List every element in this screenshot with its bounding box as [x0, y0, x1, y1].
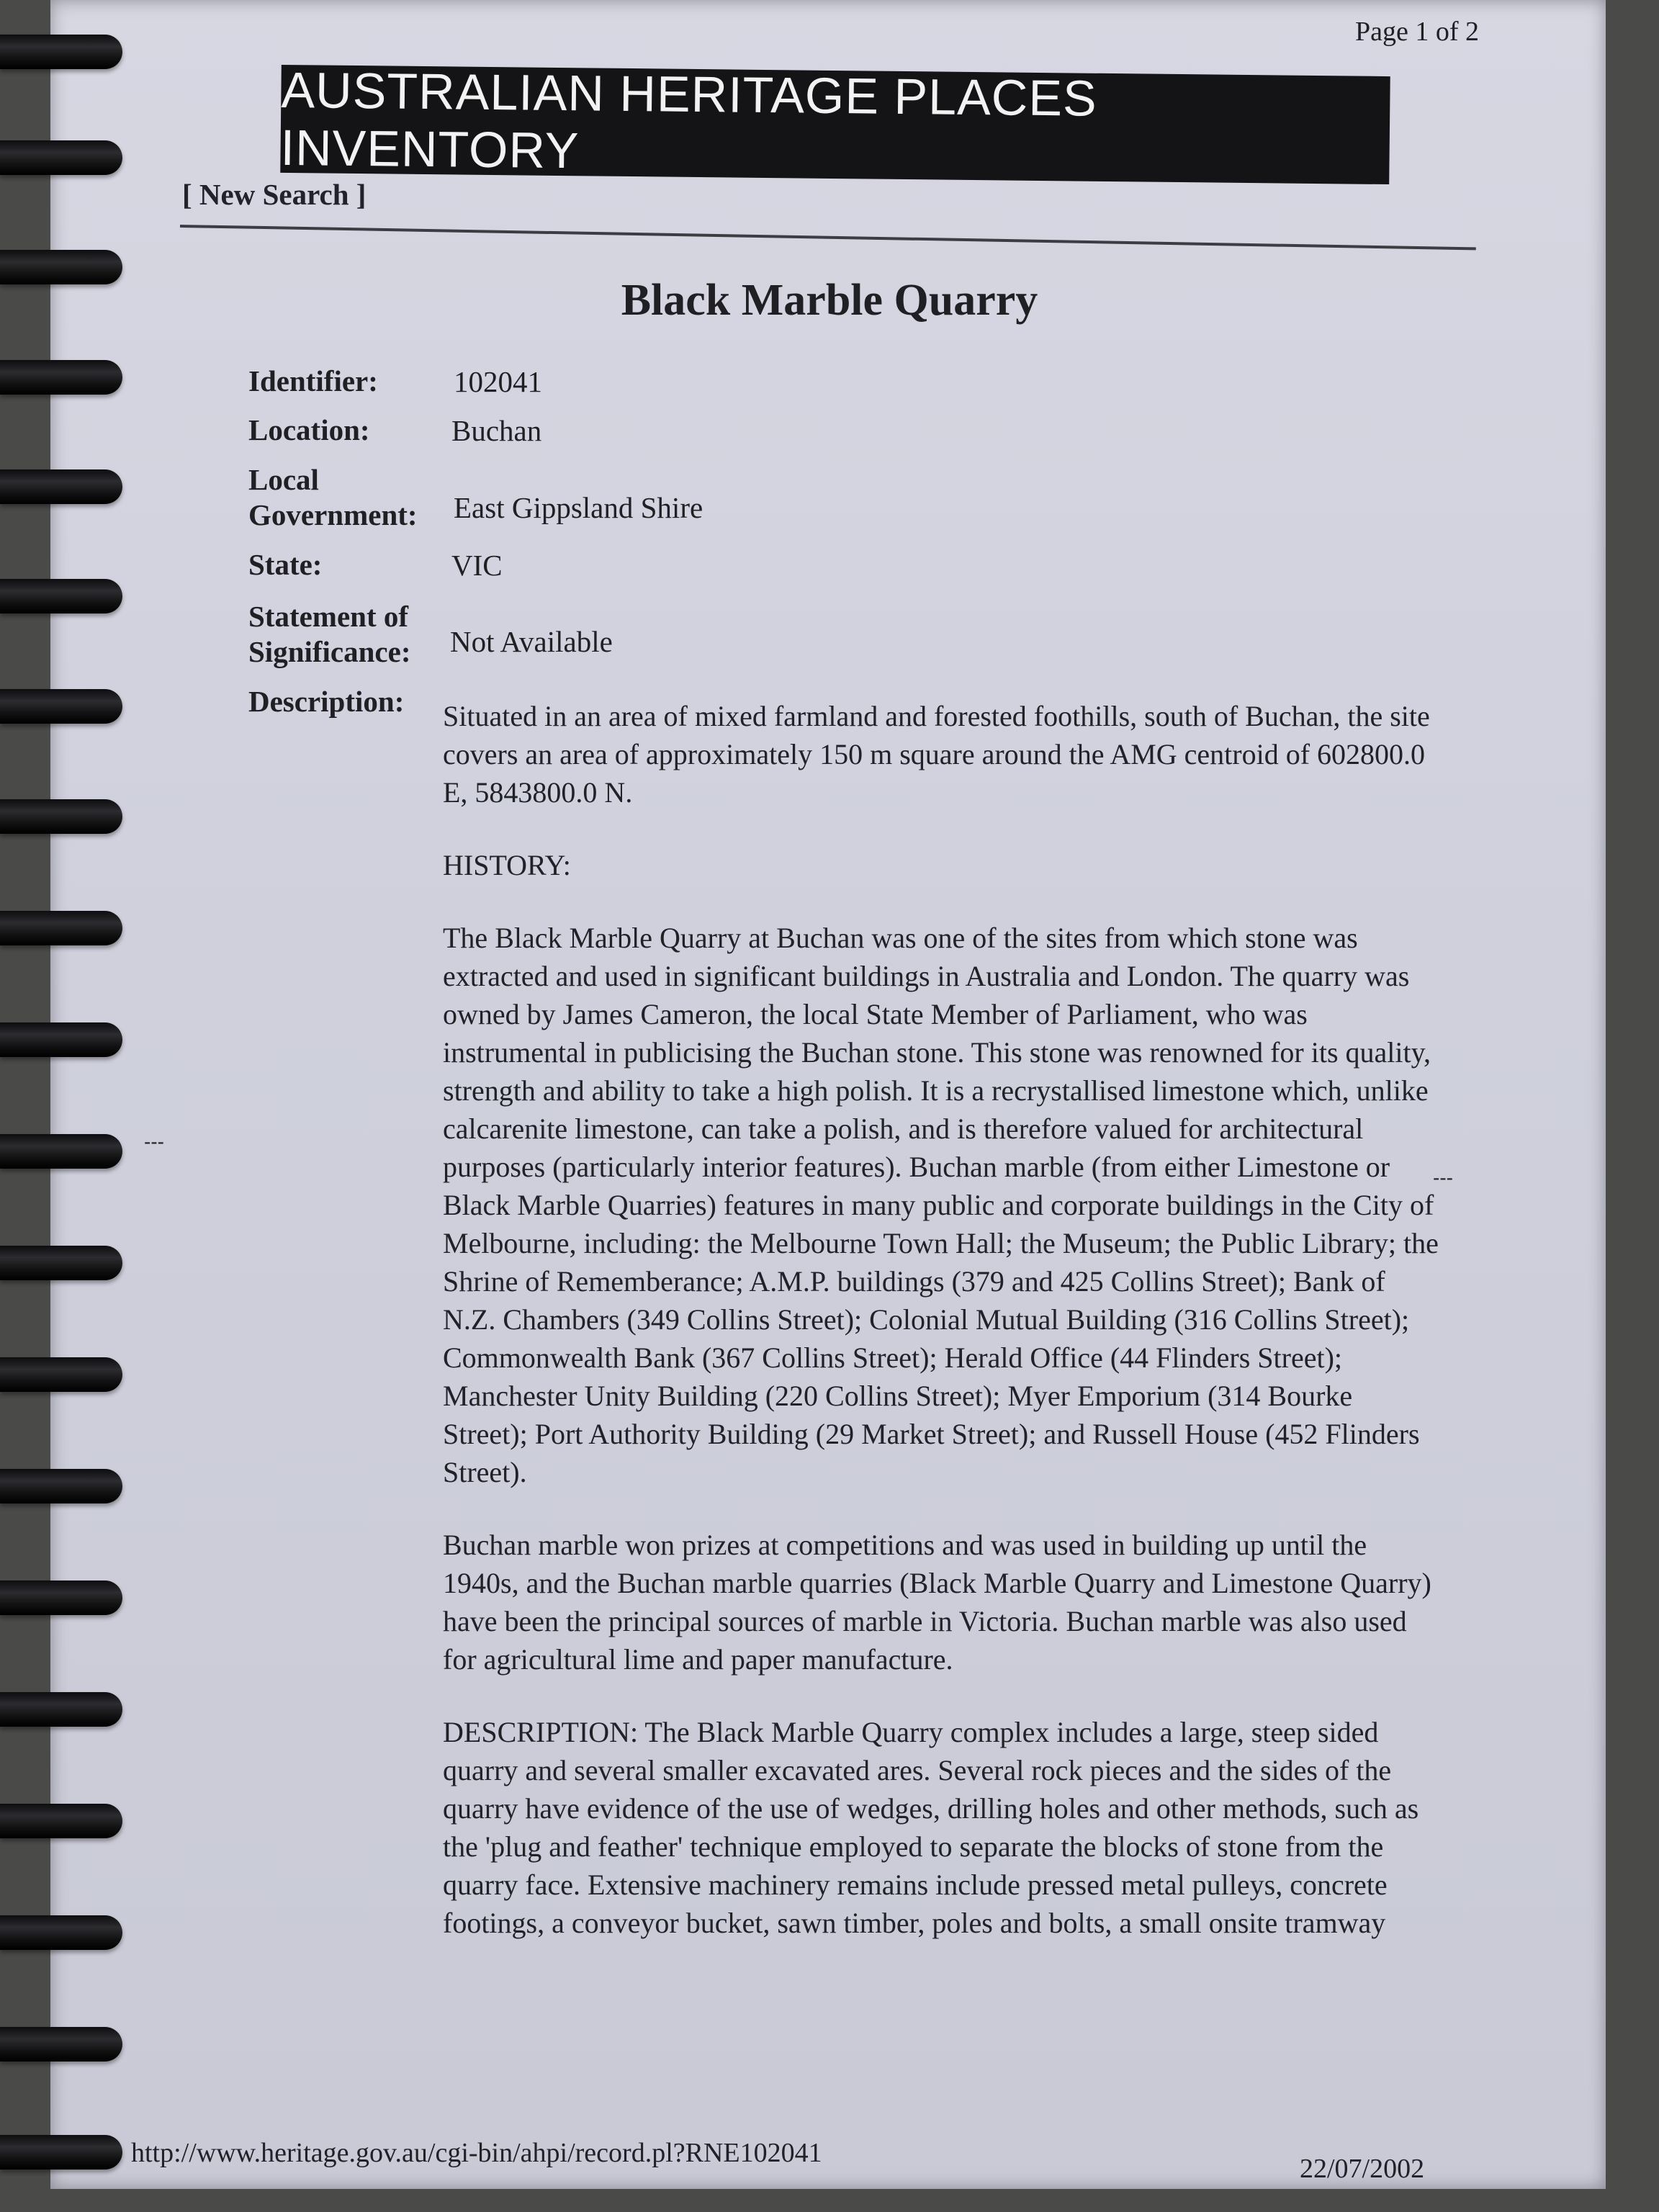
inventory-banner: AUSTRALIAN HERITAGE PLACES INVENTORY	[280, 65, 1390, 184]
binding-coil	[0, 911, 122, 945]
binding-coil	[0, 1915, 122, 1950]
history-heading: HISTORY:	[443, 849, 571, 881]
location-label: Location:	[248, 413, 370, 446]
binding-coil	[0, 1134, 122, 1169]
page-number: Page 1 of 2	[1354, 17, 1479, 47]
left-margin-mark: ---	[144, 1130, 164, 1153]
local-government-row	[248, 462, 1465, 533]
local-government-label-line-2: Government:	[248, 498, 418, 531]
binding-coil	[0, 1692, 122, 1727]
description-label: Description:	[248, 685, 405, 718]
footer-url: http://www.heritage.gov.au/cgi-bin/ahpi/record.pl?RNE102041	[131, 2138, 822, 2168]
binding-coil	[0, 1581, 122, 1615]
new-search-link-wrapper	[182, 177, 366, 212]
significance-label-line-1: Statement of	[248, 600, 409, 633]
identifier-label: Identifier:	[248, 364, 378, 397]
binding-coil	[0, 140, 122, 175]
significance-row	[248, 599, 1465, 670]
binding-coil	[0, 35, 122, 69]
local-government-value: East Gippsland Shire	[454, 491, 703, 524]
local-government-label	[248, 462, 446, 533]
page-title: Black Marble Quarry	[621, 276, 1038, 325]
binding-coil	[0, 689, 122, 724]
binding-coil	[0, 1469, 122, 1503]
local-government-label-line-1: Local	[248, 463, 319, 496]
identifier-row	[248, 364, 1465, 400]
binding-coil	[0, 469, 122, 504]
location-row	[248, 413, 1465, 449]
new-search-link[interactable]: [ New Search ]	[182, 178, 367, 211]
location-value: Buchan	[451, 414, 542, 447]
binding-coil	[0, 2027, 122, 2062]
state-value: VIC	[451, 549, 503, 582]
binding-coil	[0, 360, 122, 395]
binding-coil	[0, 799, 122, 834]
description-intro: Situated in an area of mixed farmland and forested foothills, south of Buchan, the site covers an area of approximately 150 m square around the AMG centroid of 602800.0 E, 5843800.0 N.	[443, 700, 1430, 809]
significance-label	[248, 599, 446, 670]
binding-coil	[0, 1246, 122, 1280]
binding-coil	[0, 2135, 122, 2170]
significance-value: Not Available	[450, 625, 613, 658]
description-paragraph: DESCRIPTION: The Black Marble Quarry complex includes a large, steep sided quarry and several smaller excavated ares. Several rock pieces and the sides of the quarry have evidence of the use of wedges, drilling holes and other methods, such as the 'plug and feather' technique employed to separate the blocks of stone from the quarry face. Extensive machinery remains include pressed metal pulleys, concrete footings, a conveyor bucket, sawn timber, poles and bolts, a small onsite tramway	[443, 1716, 1419, 1939]
spiral-binding	[0, 0, 137, 2212]
binding-coil	[0, 579, 122, 613]
identifier-value: 102041	[454, 365, 542, 398]
state-row	[248, 547, 1465, 583]
history-paragraph-2: Buchan marble won prizes at competitions and was used in building up until the 1940s, and the Buchan marble quarries (Black Marble Quarry and Limestone Quarry) have been the principal sources of marble in Victoria. Buchan marble was also used for agricultural lime and paper manufacture.	[443, 1529, 1431, 1676]
footer-date: 22/07/2002	[1300, 2154, 1425, 2184]
binding-coil	[0, 1022, 122, 1057]
description-body	[443, 697, 1440, 1977]
binding-coil	[0, 1357, 122, 1392]
significance-label-line-2: Significance:	[248, 635, 411, 668]
state-label: State:	[248, 548, 323, 581]
history-paragraph-1: The Black Marble Quarry at Buchan was one of the sites from which stone was extracted and used in significant buildings in Australia and London. The quarry was owned by James Cameron, the local State Member of Parliament, who was instrumental in publicising the Buchan stone. This stone was renowned for its quality, strength and ability to take a high polish. It is a recrystallised limestone which, unlike calcarenite limestone, can take a polish, and is therefore valued for architectural purposes (particularly interior features). Buchan marble (from either Limestone or Black Marble Quarries) features in many public and corporate buildings in the City of Melbourne, including: the Melbourne Town Hall; the Museum; the Public Library; the Shrine of Rememberance; A.M.P. buildings (379 and 425 Collins Street); Bank of N.Z. Chambers (349 Collins Street); Colonial Mutual Building (316 Collins Street); Commonwealth Bank (367 Collins Street); Herald Office (44 Flinders Street); Manchester Unity Building (220 Collins Street); Myer Emporium (314 Bourke Street); Port Authority Building (29 Market Street); and Russell House (452 Flinders Street).	[443, 922, 1439, 1488]
right-margin-mark: ---	[1433, 1166, 1453, 1189]
binding-coil	[0, 1804, 122, 1838]
